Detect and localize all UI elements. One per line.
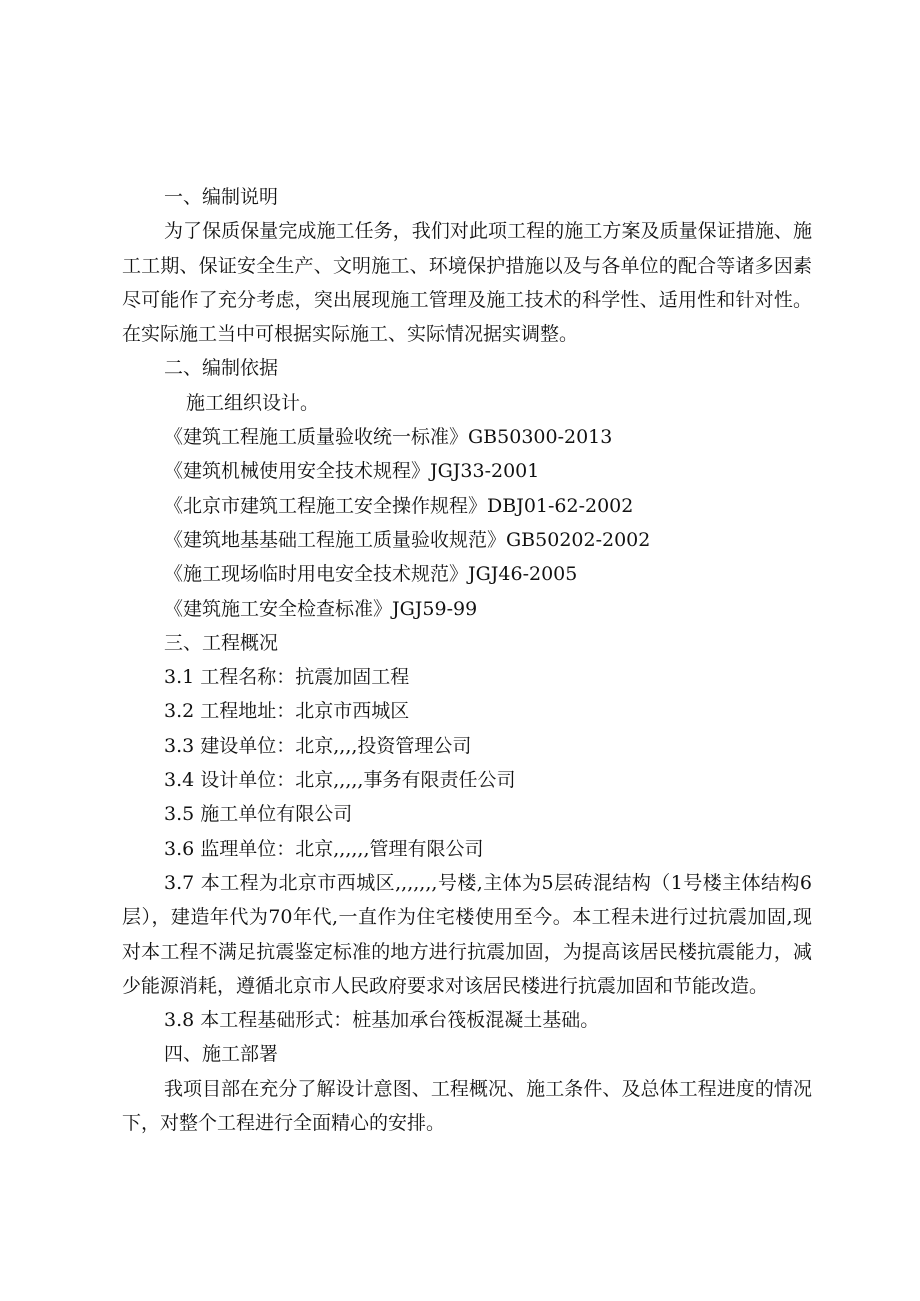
reference-item: 《施工现场临时用电安全技术规范》JGJ46-2005 [164, 563, 578, 586]
reference-item: 《建筑地基基础工程施工质量验收规范》GB50202-2002 [164, 528, 651, 551]
section-heading-1: 一、编制说明 [164, 186, 279, 208]
reference-item: 施工组织设计。 [186, 391, 320, 414]
overview-item: 3.3 建设单位：北京,,,,投资管理公司 [164, 734, 472, 757]
overview-item: 3.4 设计单位：北京,,,,,事务有限责任公司 [164, 769, 516, 792]
section-heading-2: 二、编制依据 [164, 357, 279, 380]
reference-item: 《北京市建筑工程施工安全操作规程》DBJ01-62-2002 [164, 494, 634, 517]
reference-item: 《建筑施工安全检查标准》JGJ59-99 [164, 597, 478, 620]
overview-paragraph-3-7: 3.7 本工程为北京市西城区,,,,,,,号楼,主体为5层砖混结构（1号楼主体结构6层），建造年代为70年代,一直作为住宅楼使用至今。本工程未进行过抗震加固,现对本工程不满足抗震鉴定标准的地方进行抗震加固，为提高该居民楼抗震能力，减少能源消耗，遵循北京市人民政府要求对该居民楼进行抗震加固和节能改造。 [122, 871, 812, 997]
overview-item: 3.6 监理单位：北京,,,,,,管理有限公司 [164, 837, 484, 860]
reference-item: 《建筑机械使用安全技术规程》JGJ33-2001 [164, 460, 540, 483]
section-paragraph-4: 我项目部在充分了解设计意图、工程概况、施工条件、及总体工程进度的情况下，对整个工程进行全面精心的安排。 [122, 1077, 812, 1135]
overview-item: 3.1 工程名称：抗震加固工程 [164, 666, 410, 689]
overview-item: 3.2 工程地址：北京市西城区 [164, 700, 410, 723]
overview-item-3-8: 3.8 本工程基础形式：桩基加承台筏板混凝土基础。 [164, 1009, 600, 1032]
reference-item: 《建筑工程施工质量验收统一标准》GB50300-2013 [164, 426, 613, 449]
section-heading-4: 四、施工部署 [164, 1043, 279, 1066]
section-heading-3: 三、工程概况 [164, 631, 279, 654]
document-page [122, 180, 812, 1140]
overview-item: 3.5 施工单位有限公司 [164, 803, 353, 826]
section-paragraph-1: 为了保质保量完成施工任务，我们对此项工程的施工方案及质量保证措施、施工工期、保证安全生产、文明施工、环境保护措施以及与各单位的配合等诸多因素尽可能作了充分考虑，突出展现施工管理及施工技术的科学性、适用性和针对性。在实际施工当中可根据实际施工、实际情况据实调整。 [122, 220, 812, 346]
